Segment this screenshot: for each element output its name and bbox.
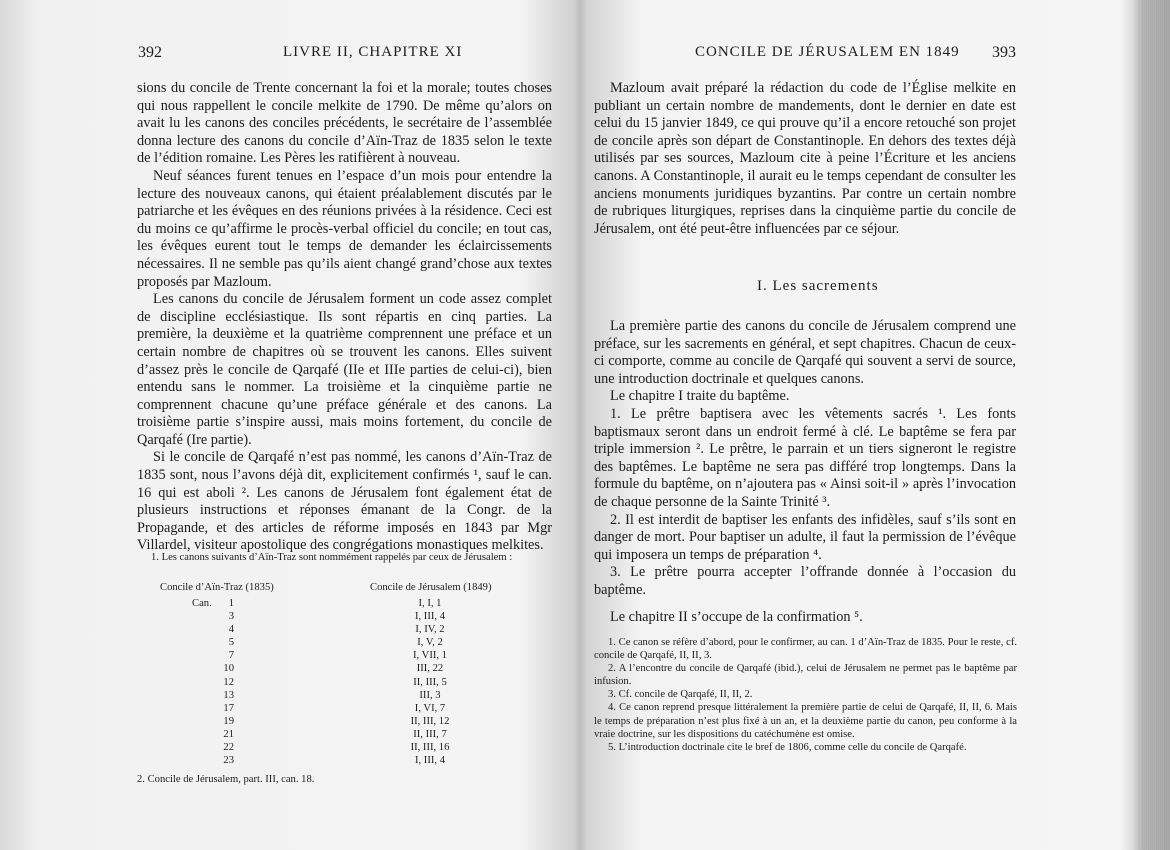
table-col-jerusalem (385, 597, 475, 767)
table-cell-jerusalem: II, III, 12 (410, 715, 450, 727)
footnote: 5. L’introduction doctrinale cite le bref de 1806, comme celle du concile de Qarqafé. (608, 741, 967, 753)
table-cell-jerusalem: I, VI, 7 (414, 702, 446, 714)
footnote: 2. Concile de Jérusalem, part. III, can. 18. (137, 774, 315, 785)
table-cell-ain-traz: 7 (228, 650, 234, 662)
right-page (582, 0, 1142, 850)
table-cell-ain-traz: 17 (223, 702, 234, 714)
table-cell-jerusalem: III, 3 (419, 689, 441, 701)
table-cell-jerusalem: I, III, 4 (414, 755, 445, 767)
table-cell-jerusalem: II, III, 16 (410, 742, 450, 754)
table-header-jerusalem: Concile de Jérusalem (1849) (370, 582, 492, 593)
table-cell-jerusalem: III, 22 (416, 663, 444, 675)
table-cell-ain-traz: 19 (223, 715, 234, 727)
paragraph: sions du concile de Trente concernant la foi et la morale; toutes choses qui nous rappellent le concile melkite de 1790. De même qu’alors on avait lu les canons des conciles précédents, le secrétaire de l’assemblée donna lecture des canons du concile d’Aïn-Traz de 1835 selon le texte de l’édition romaine. Les Pères les ratifièrent à nouveau. (137, 80, 552, 167)
running-head-right: CONCILE DE JÉRUSALEM EN 1849 (695, 44, 960, 60)
table-cell-ain-traz: 10 (223, 663, 234, 675)
table-cell-ain-traz: 12 (223, 676, 234, 688)
footnote: 4. Ce canon reprend presque littéralement la première partie de celui de Qarqafé, II, II, 6. Mais le temps de préparation n’est plus fixé à un an, et la deuxième partie du canon, peu conforme à la vraie doctrine, sur les dispositions du catéchumène est omise. (594, 702, 1017, 740)
table-cell-jerusalem: I, V, 2 (417, 637, 443, 649)
left-page (0, 0, 580, 850)
paragraph: Mazloum avait préparé la rédaction du code de l’Église melkite en publiant un certain nombre de mandements, dont le dernier en date est celui du 15 janvier 1849, ce qui prouve qu’il a encore retouché son projet de concile après son départ de Constantinople. En dehors des textes déjà utilisés par ses sources, Mazloum cite à peine l’Écriture et les anciens canons. A Constantinople, il aurait eu le temps cependant de consulter les anciens monuments juridiques byzantins. Par contre un certain nombre de rubriques liturgiques, reprises dans la cinquième partie du concile de Jérusalem, ont été peut-être influencées par ce séjour. (594, 80, 1016, 237)
paragraph: 3. Le prêtre pourra accepter l’offrande donnée à l’occasion du baptême. (594, 564, 1016, 598)
page-edges (1142, 0, 1170, 850)
table-col-ain-traz (214, 597, 234, 767)
footnote: 1. Les canons suivants d’Aïn-Traz sont nommément rappelés par ceux de Jérusalem : (151, 552, 513, 563)
table-cell-ain-traz: 21 (223, 728, 234, 740)
footnote: 1. Ce canon se réfère d’abord, pour le confirmer, au can. 1 d’Aïn-Traz de 1835. Pour le reste, cf. concile de Qarqafé, II, II, 3. (594, 637, 1017, 662)
table-cell-jerusalem: II, III, 7 (413, 728, 447, 740)
canon-concordance-table (150, 581, 550, 781)
paragraph: Si le concile de Qarqafé n’est pas nommé, les canons d’Aïn-Traz de 1835 sont, nous l’avons déjà dit, explicitement confirmés ¹, sauf le can. 16 qui est aboli ². Les canons de Jérusalem font également état de plusieurs instructions et réponses émanant de la Congr. de la Propagande, et des articles de réforme imposés en 1843 par Mgr Villardel, visiteur apostolique des congrégations monastiques melkites. (137, 449, 552, 554)
paragraph: Neuf séances furent tenues en l’espace d’un mois pour entendre la lecture des nouveaux canons, qui étaient préalablement discutés par le patriarche et les évêques en des réunions privées à la résidence. Ceci est du moins ce qu’affirme le procès-verbal officiel du concile; en tout cas, les évêques eurent tout le temps de demander les éclaircissements nécessaires. Il ne semble pas qu’ils aient changé grand’chose aux textes proposés par Mazloum. (137, 167, 552, 290)
section-title: I. Les sacrements (757, 278, 879, 294)
left-footnote-2 (137, 773, 550, 786)
table-cell-ain-traz: 5 (228, 637, 234, 649)
table-cell-ain-traz: 23 (223, 755, 234, 767)
table-cell-ain-traz: 4 (228, 624, 234, 636)
paragraph: Le chapitre I traite du baptême. (610, 388, 790, 405)
table-cell-ain-traz: 1 (228, 598, 234, 609)
right-body-text (594, 318, 1016, 626)
running-head-left: LIVRE II, CHAPITRE XI (283, 44, 463, 60)
table-cell-ain-traz: 22 (223, 742, 234, 754)
table-header-ain-traz: Concile d’Aïn-Traz (1835) (160, 582, 274, 593)
left-footnote-1 (137, 551, 550, 564)
footnote: 2. A l’encontre du concile de Qarqafé (ibid.), celui de Jérusalem ne permet pas le baptême par infusion. (594, 663, 1017, 688)
table-cell-jerusalem: II, III, 5 (413, 676, 447, 688)
table-row-prefix: Can. (192, 598, 212, 609)
table-cell-jerusalem: I, III, 4 (414, 611, 445, 623)
footnote: 3. Cf. concile de Qarqafé, II, II, 2. (608, 689, 753, 701)
right-footnotes (594, 636, 1017, 754)
table-cell-jerusalem: I, VII, 1 (413, 650, 447, 662)
table-cell-jerusalem: I, I, 1 (418, 598, 442, 609)
paragraph: 2. Il est interdit de baptiser les enfants des infidèles, sauf s’ils sont en danger de mort. Pour baptiser un adulte, il faut la permission de l’évêque qui imposera un temps de préparation ⁴. (594, 511, 1016, 563)
paragraph: Le chapitre II s’occupe de la confirmation ⁵. (610, 608, 863, 625)
paragraph: 1. Le prêtre baptisera avec les vêtements sacrés ¹. Les fonts baptismaux seront dans un endroit fermé à clé. Le baptême se fera par triple immersion ². Le prêtre, le parrain et un tiers signeront le registre des baptêmes. Le baptême ne sera pas différé trop longtemps. Dans la formule du baptême, on n’ajoutera pas « Ainsi soit-il » après l’invocation de chaque personne de la Sainte Trinité ³. (594, 405, 1016, 510)
table-cell-ain-traz: 13 (223, 689, 234, 701)
left-body-text (137, 80, 552, 555)
paragraph: La première partie des canons du concile de Jérusalem comprend une préface, sur les sacrements en général, et sept chapitres. Chacun de ceux-ci comporte, comme au concile de Qarqafé qui souvent a servi de source, une introduction doctrinale et quelques canons. (594, 318, 1016, 387)
page-number-left: 392 (138, 44, 162, 61)
page-number-right: 393 (992, 44, 1016, 61)
right-intro-text (594, 80, 1016, 238)
table-cell-jerusalem: I, IV, 2 (415, 624, 445, 636)
table-cell-ain-traz: 3 (228, 611, 234, 623)
paragraph: Les canons du concile de Jérusalem forment un code assez complet de discipline ecclésiastique. Ils sont répartis en cinq parties. La première, la deuxième et la quatrième comprennent une préface et un certain nombre de chapitres où se trouvent les canons. Elles suivent d’assez près le concile de Qarqafé (IIe et IIIe parties de celui-ci), bien entendu sans le nommer. La troisième et la cinquième partie ne comprennent chacune qu’une préface générale et des canons. La troisième partie s’inspire aussi, mais moins fortement, du concile de Qarqafé (Ire partie). (137, 291, 552, 448)
